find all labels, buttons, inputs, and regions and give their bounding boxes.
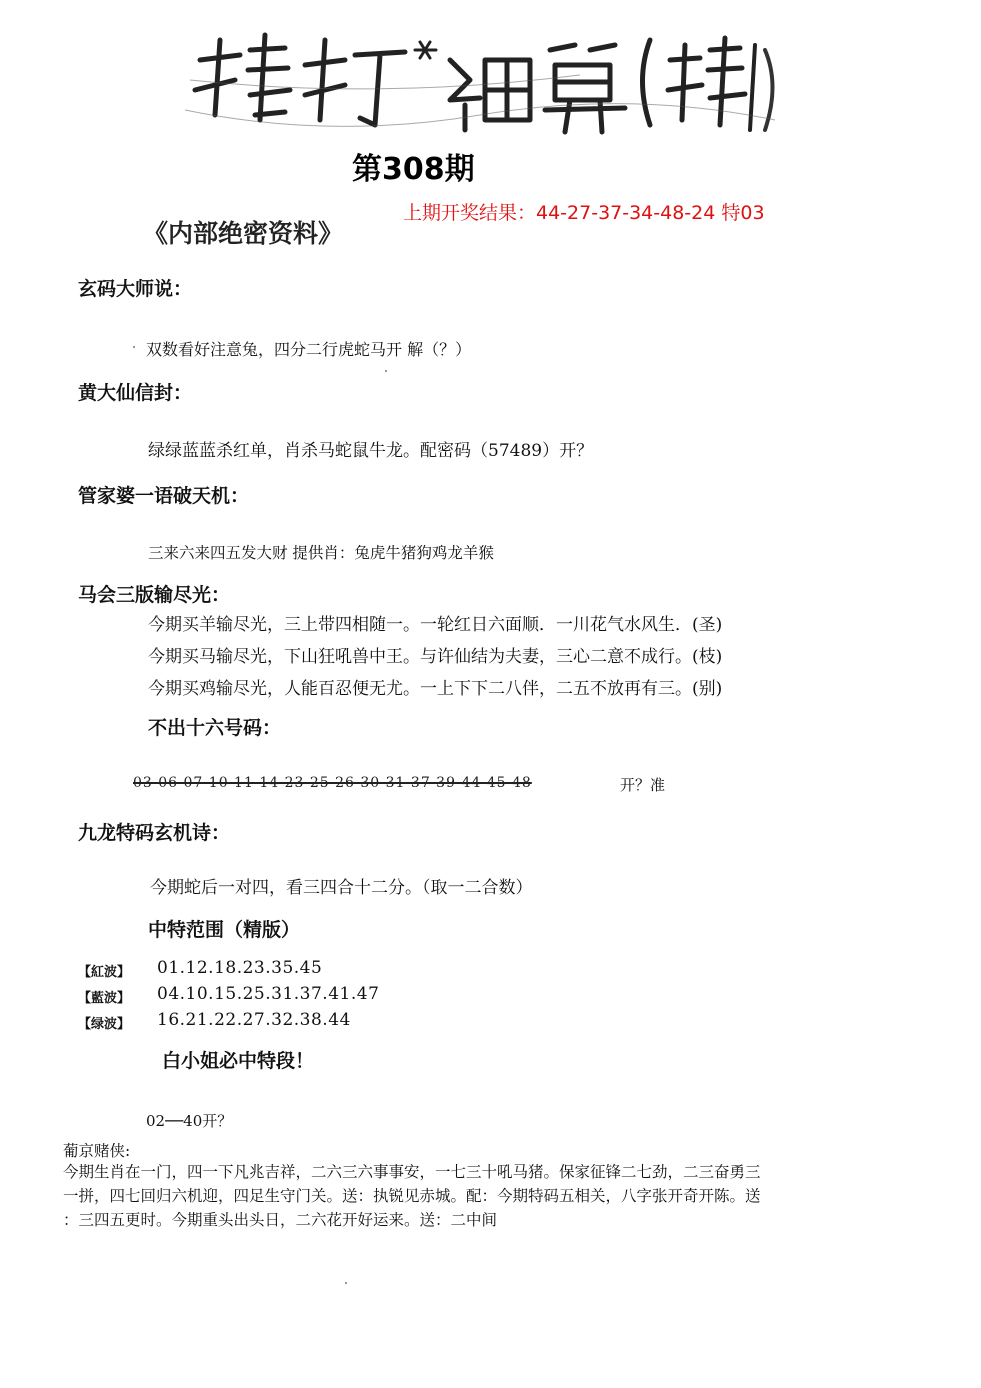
scan-speck [385, 370, 387, 372]
mahui-line: 今期买鸡输尽光，人能百忍便无尤。一上下下二八伴，二五不放再有三。(别) [148, 679, 723, 699]
section-heading-xuanma: 玄码大师说： [78, 278, 193, 300]
mahui-line: 今期买马输尽光，下山狂吼兽中王。与许仙结为夫妻，三心二意不成行。(枝) [148, 647, 723, 667]
wave-label-green: 【绿波】 [78, 1017, 131, 1032]
scan-speck [133, 346, 135, 348]
section-heading-baixiaojie: 白小姐必中特段！ [162, 1050, 315, 1072]
document-title: 《内部绝密资料》 [143, 219, 344, 248]
mahui-line: 今期买羊输尽光，三上带四相随一。一轮红日六面顺．一川花气水风生．(圣) [148, 615, 723, 635]
pujing-line: 今期生肖在一门，四一下凡兆吉祥，二六三六事事安，一七三十吼马猪。保家征锋二七劲，二三奋勇三 [63, 1163, 761, 1181]
baixiaojie-text: 02──40开？ [146, 1112, 233, 1130]
wave-numbers-red: 01.12.18.23.35.45 [157, 958, 323, 978]
wave-numbers-green: 16.21.22.27.32.38.44 [157, 1010, 351, 1030]
scan-speck [345, 1282, 347, 1284]
section-heading-fanwei: 中特范围（精版） [148, 919, 301, 941]
issue-number: 第308期 [352, 152, 475, 187]
wave-numbers-blue: 04.10.15.25.31.37.41.47 [157, 984, 380, 1004]
section-heading-huangdaxian: 黄大仙信封： [78, 382, 193, 404]
excluded-numbers: 03 06 07 10 11 14 23 25 26 30 31 37 39 44 45 48 [133, 775, 532, 791]
wave-label-red: 【紅波】 [78, 965, 131, 980]
xuanma-text: 双数看好注意兔，四分二行虎蛇马开 解（？） [146, 340, 472, 359]
wave-label-blue: 【藍波】 [78, 991, 131, 1006]
section-heading-buchu: 不出十六号码： [148, 717, 282, 739]
section-heading-pujing: 葡京赌侠: [63, 1142, 131, 1160]
huangdaxian-text: 绿绿蓝蓝杀红单，肖杀马蛇鼠牛龙。配密码（57489）开？ [148, 441, 594, 461]
section-heading-mahui: 马会三版输尽光： [78, 584, 231, 606]
handwritten-logo [180, 20, 780, 140]
pujing-line: ：三四五更时。今期重头出头日，二六花开好运来。送：二中间 [63, 1211, 498, 1229]
last-result: 上期开奖结果：44-27-37-34-48-24 特03 [403, 202, 765, 224]
section-heading-jiulong: 九龙特码玄机诗： [78, 822, 231, 844]
guanjiapo-text: 三来六来四五发大财 提供肖：兔虎牛猪狗鸡龙羊猴 [148, 544, 494, 562]
pujing-paragraph [63, 1160, 933, 1232]
excluded-suffix: 开？准 [620, 776, 666, 794]
pujing-line: 一拼，四七回归六机迎，四足生守门关。送：执锐见赤城。配：今期特码五相关，八字张开奇开陈。送 [63, 1187, 761, 1205]
jiulong-text: 今期蛇后一对四，看三四合十二分。（取一二合数） [150, 878, 533, 898]
section-heading-guanjiapo: 管家婆一语破天机： [78, 485, 250, 507]
